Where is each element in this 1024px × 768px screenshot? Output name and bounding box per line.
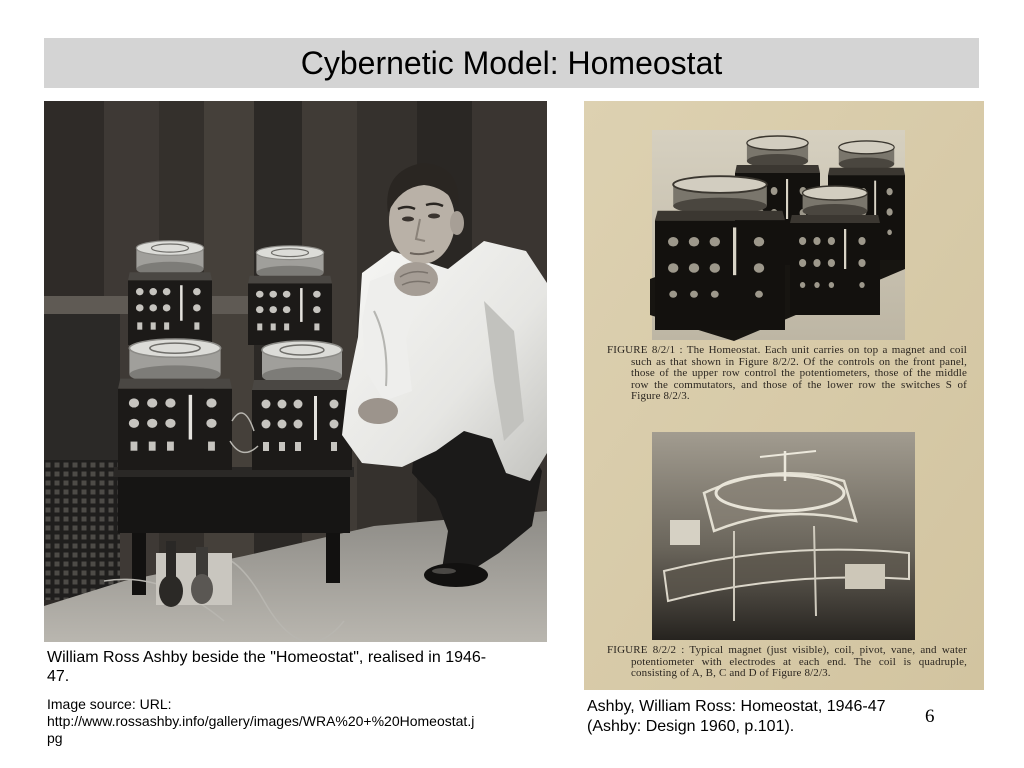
shoe-highlight bbox=[432, 568, 456, 574]
ashby-homeostat-photo bbox=[44, 101, 547, 642]
shelf-equipment bbox=[44, 314, 120, 460]
figure-8-2-2-photo bbox=[652, 432, 915, 640]
right-eye bbox=[428, 214, 440, 219]
book-page-scan bbox=[584, 101, 984, 690]
ashby-photo-illustration bbox=[44, 101, 547, 642]
left-electrode-block bbox=[670, 520, 700, 545]
shoe bbox=[424, 563, 488, 587]
homeostat-unit-back-left bbox=[128, 241, 212, 345]
page-number: 6 bbox=[925, 706, 935, 727]
title-bar bbox=[44, 38, 979, 88]
figure-8-2-1-caption: FIGURE 8/2/1 : The Homeostat. Each unit carries on top a magnet and coil such as that shown in Figure 8/2/2. Of the controls on the front panel, those of the upper row control the potentiometers, those of the middle row the commutators, and those of the lower row the switches S of Figure 8/2/3. bbox=[607, 344, 967, 402]
ear bbox=[450, 211, 464, 235]
patch-panel bbox=[44, 460, 120, 600]
figure-8-2-2-caption: FIGURE 8/2/2 : Typical magnet (just visible), coil, pivot, vane, and water potentiometer with electrodes at each end. The coil is quadruple, consisting of A, B, C and D of Figure 8/2/3. bbox=[607, 644, 967, 679]
unit-front-left bbox=[655, 176, 785, 330]
image-source-text: Image source: URL: http://www.rossashby.info/gallery/images/WRA%20+%20Homeostat.jpg bbox=[47, 696, 475, 746]
ashby-photo-caption: William Ross Ashby beside the "Homeostat", realised in 1946-47. bbox=[47, 649, 487, 685]
left-eye bbox=[402, 217, 414, 222]
book-scan-caption: Ashby, William Ross: Homeostat, 1946-47 (Ashby: Design 1960, p.101). bbox=[587, 698, 886, 735]
homeostat-unit-back-right bbox=[248, 246, 332, 345]
unit-front-right bbox=[790, 186, 880, 315]
slide-title: Cybernetic Model: Homeostat bbox=[300, 45, 723, 81]
homeostat-unit-front-right bbox=[252, 341, 352, 470]
hand-under-chin bbox=[394, 262, 438, 296]
right-electrode-block bbox=[845, 564, 885, 589]
resting-hand bbox=[358, 398, 398, 424]
homeostat-unit-front-left bbox=[118, 339, 232, 470]
figure-8-2-1-photo bbox=[650, 130, 905, 341]
